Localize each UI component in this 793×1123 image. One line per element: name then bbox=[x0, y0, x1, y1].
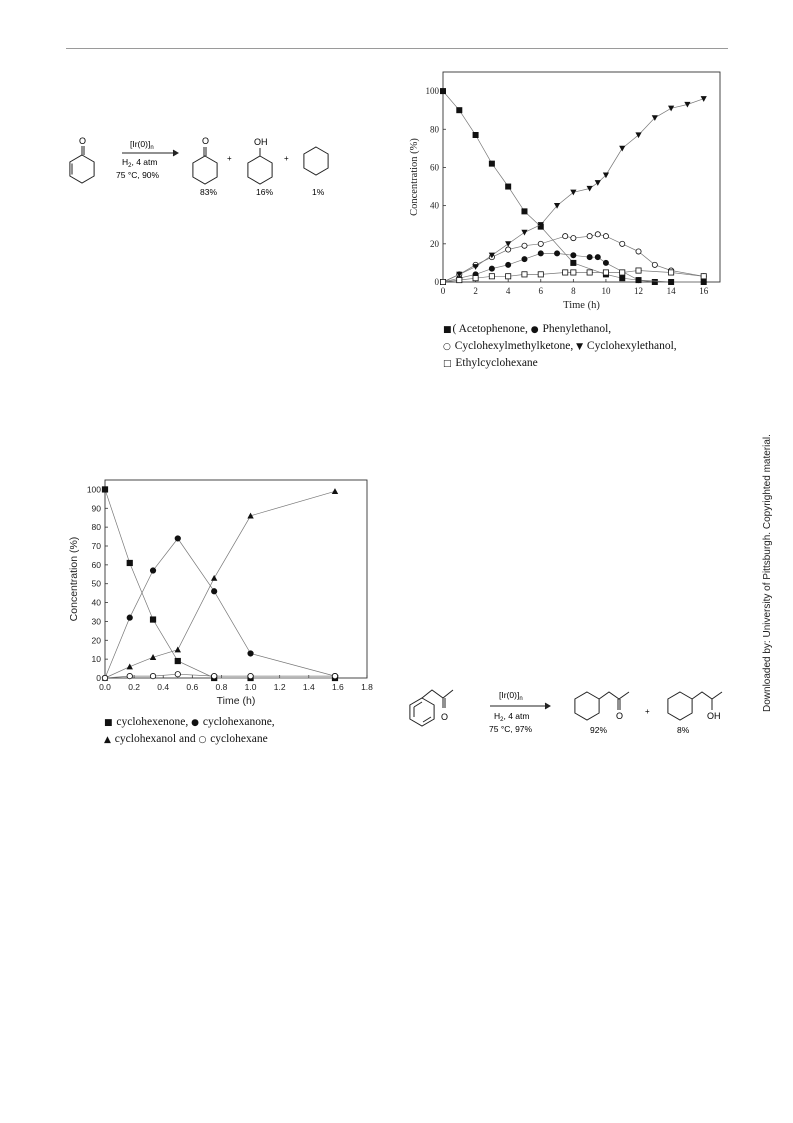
data-point bbox=[595, 255, 600, 260]
atom-o-reactant: O bbox=[79, 136, 87, 146]
cyclohexane-structure bbox=[304, 147, 328, 175]
atom-o-product: O bbox=[202, 136, 210, 146]
legend-line: ○ Cyclohexylmethylketone, ▼ Cyclohexylethanol, bbox=[443, 340, 677, 352]
y-axis-label: Concentration (%) bbox=[68, 536, 80, 622]
data-point bbox=[571, 260, 576, 265]
y-tick-label: 80 bbox=[91, 522, 101, 533]
x-tick-label: 0.0 bbox=[99, 682, 111, 692]
data-point bbox=[440, 279, 445, 284]
data-point bbox=[587, 234, 592, 239]
y-tick-label: 10 bbox=[91, 654, 101, 665]
data-point bbox=[636, 277, 641, 282]
data-point bbox=[522, 272, 527, 277]
chart-acetophenone bbox=[405, 68, 725, 320]
y-tick-label: 100 bbox=[425, 86, 439, 97]
x-tick-label: 2 bbox=[473, 286, 478, 296]
data-point bbox=[701, 279, 706, 284]
y-tick-label: 90 bbox=[91, 503, 101, 514]
legend-line: ■ cyclohexenone, ● cyclohexanone, bbox=[104, 716, 275, 728]
legend-line: ▲ cyclohexanol and ○ cyclohexane bbox=[104, 733, 268, 745]
legend-line: ■( Acetophenone, ● Phenylethanol, bbox=[443, 323, 612, 335]
series-line bbox=[105, 491, 335, 678]
x-tick-label: 12 bbox=[634, 286, 644, 296]
data-point bbox=[473, 276, 478, 281]
data-point bbox=[522, 243, 527, 248]
cyclohexanol-structure bbox=[248, 148, 272, 184]
y-axis-label: Concentration (%) bbox=[409, 138, 420, 216]
data-point bbox=[175, 647, 181, 653]
x-tick-label: 1.8 bbox=[361, 682, 373, 692]
data-point bbox=[127, 663, 133, 669]
x-tick-label: 16 bbox=[699, 286, 709, 296]
data-point bbox=[332, 488, 338, 494]
series-line bbox=[105, 489, 335, 678]
data-point bbox=[175, 672, 180, 677]
data-point bbox=[175, 536, 180, 541]
data-point bbox=[489, 161, 494, 166]
conditions-line-2: 75 °C, 90% bbox=[116, 170, 160, 180]
data-point bbox=[150, 673, 155, 678]
y-tick-label: 40 bbox=[430, 200, 439, 211]
data-point bbox=[506, 184, 511, 189]
yield-cyclohexylacetone: 92% bbox=[590, 725, 608, 735]
data-point bbox=[211, 673, 216, 678]
data-point bbox=[248, 673, 253, 678]
y-tick-label: 50 bbox=[91, 578, 101, 589]
reaction-scheme-cyclohexenone bbox=[60, 128, 360, 208]
data-point bbox=[505, 241, 511, 247]
series-line bbox=[105, 674, 335, 678]
data-point bbox=[620, 270, 625, 275]
cyclohexenone-structure bbox=[70, 146, 94, 183]
data-point bbox=[457, 108, 462, 113]
y-tick-label: 0 bbox=[434, 277, 439, 287]
data-point bbox=[701, 96, 707, 102]
data-point bbox=[652, 262, 657, 267]
atom-oh-product: OH bbox=[254, 137, 268, 147]
series-markers bbox=[102, 488, 338, 681]
data-point bbox=[554, 251, 559, 256]
data-point bbox=[571, 235, 576, 240]
y-tick-label: 80 bbox=[430, 124, 439, 135]
data-point bbox=[571, 253, 576, 258]
data-point bbox=[652, 279, 657, 284]
data-point bbox=[603, 234, 608, 239]
data-point bbox=[595, 180, 601, 186]
x-tick-label: 0.4 bbox=[157, 682, 170, 692]
yield-cyclohexanone: 83% bbox=[200, 187, 218, 197]
data-point bbox=[522, 209, 527, 214]
data-point bbox=[538, 241, 543, 246]
data-point bbox=[603, 270, 608, 275]
y-tick-label: 100 bbox=[86, 484, 101, 495]
data-point bbox=[506, 262, 511, 267]
data-point bbox=[211, 575, 217, 581]
data-point bbox=[102, 675, 107, 680]
data-point bbox=[620, 276, 625, 281]
x-tick-label: 1.4 bbox=[302, 682, 315, 692]
data-point bbox=[489, 266, 494, 271]
series-markers bbox=[102, 536, 337, 681]
data-point bbox=[150, 617, 155, 622]
data-point bbox=[440, 88, 445, 93]
conditions-line-1: $H_2$, 4 atm bbox=[122, 157, 158, 169]
x-tick-label: 14 bbox=[666, 286, 676, 296]
y-tick-label: 70 bbox=[91, 541, 101, 551]
data-point bbox=[563, 270, 568, 275]
data-point bbox=[102, 487, 107, 492]
data-point bbox=[701, 274, 706, 279]
x-tick-label: 8 bbox=[571, 286, 576, 296]
plot-frame bbox=[105, 480, 367, 678]
data-point bbox=[669, 270, 674, 275]
data-point bbox=[472, 264, 478, 270]
data-point bbox=[473, 132, 478, 137]
data-point bbox=[619, 146, 625, 152]
data-point bbox=[506, 247, 511, 252]
plot-frame bbox=[443, 72, 720, 282]
data-point bbox=[248, 651, 253, 656]
data-point bbox=[636, 268, 641, 273]
header-rule bbox=[66, 48, 728, 49]
data-point bbox=[332, 673, 337, 678]
data-point bbox=[521, 230, 527, 236]
yield-cyclohexylpropanol: 8% bbox=[677, 725, 690, 735]
x-tick-label: 4 bbox=[505, 286, 511, 296]
data-point bbox=[127, 673, 132, 678]
data-point bbox=[127, 615, 132, 620]
legend-acetophenone bbox=[443, 321, 677, 372]
data-point bbox=[620, 241, 625, 246]
legend-cyclohexenone bbox=[104, 714, 275, 748]
data-point bbox=[563, 234, 568, 239]
yield-cyclohexane: 1% bbox=[312, 187, 325, 197]
y-tick-label: 0 bbox=[96, 673, 101, 683]
copyright-notice: Downloaded by: University of Pittsburgh. Copyrighted material. bbox=[762, 434, 773, 712]
atom-oh-product: OH bbox=[707, 711, 721, 721]
data-point bbox=[247, 513, 253, 519]
data-point bbox=[571, 270, 576, 275]
data-point bbox=[595, 232, 600, 237]
x-tick-label: 1.6 bbox=[331, 682, 344, 692]
reaction-scheme-phenylacetone bbox=[400, 676, 730, 746]
y-tick-label: 40 bbox=[91, 597, 101, 608]
data-point bbox=[669, 279, 674, 284]
plus-sign: + bbox=[227, 154, 232, 163]
x-tick-label: 0.6 bbox=[186, 682, 199, 692]
data-point bbox=[538, 272, 543, 277]
data-point bbox=[538, 251, 543, 256]
atom-o-product: O bbox=[616, 711, 624, 721]
data-point bbox=[150, 568, 155, 573]
series-line bbox=[105, 539, 335, 679]
x-tick-label: 0.8 bbox=[215, 682, 228, 692]
data-point bbox=[587, 255, 592, 260]
x-axis-label: Time (h) bbox=[216, 695, 256, 707]
x-tick-label: 10 bbox=[601, 286, 611, 296]
cyclohexanone-structure bbox=[193, 147, 217, 184]
yield-cyclohexanol: 16% bbox=[256, 187, 274, 197]
plus-sign: + bbox=[284, 154, 289, 163]
plus-sign: + bbox=[645, 707, 650, 716]
y-tick-label: 20 bbox=[91, 635, 101, 646]
y-tick-label: 20 bbox=[430, 238, 439, 249]
data-point bbox=[587, 270, 592, 275]
x-tick-label: 0.2 bbox=[128, 682, 141, 692]
atom-o-reactant: O bbox=[441, 712, 449, 722]
data-point bbox=[175, 658, 180, 663]
chart-cyclohexenone bbox=[66, 476, 376, 712]
catalyst-label: $[Ir(0)]_n$ bbox=[130, 139, 154, 151]
data-point bbox=[150, 654, 156, 660]
data-point bbox=[635, 132, 641, 138]
conditions-line-2: 75 °C, 97% bbox=[489, 724, 533, 734]
x-tick-label: 0 bbox=[440, 286, 446, 296]
y-tick-label: 60 bbox=[91, 559, 101, 570]
data-point bbox=[603, 260, 608, 265]
legend-line: □ Ethylcyclohexane bbox=[443, 357, 538, 369]
data-point bbox=[489, 274, 494, 279]
data-point bbox=[457, 277, 462, 282]
data-point bbox=[506, 274, 511, 279]
data-point bbox=[127, 560, 132, 565]
data-point bbox=[668, 106, 674, 112]
y-tick-label: 30 bbox=[91, 616, 101, 627]
data-point bbox=[522, 256, 527, 261]
series-markers bbox=[102, 487, 337, 681]
x-tick-label: 6 bbox=[538, 286, 544, 296]
conditions-line-1: $H_2$, 4 atm bbox=[494, 711, 530, 723]
x-tick-label: 1.2 bbox=[273, 682, 286, 692]
data-point bbox=[211, 589, 216, 594]
y-tick-label: 60 bbox=[430, 162, 439, 173]
catalyst-label: $[Ir(0)]_n$ bbox=[499, 690, 523, 702]
x-axis-label: Time (h) bbox=[563, 300, 600, 311]
data-point bbox=[636, 249, 641, 254]
x-tick-label: 1.0 bbox=[244, 682, 257, 692]
